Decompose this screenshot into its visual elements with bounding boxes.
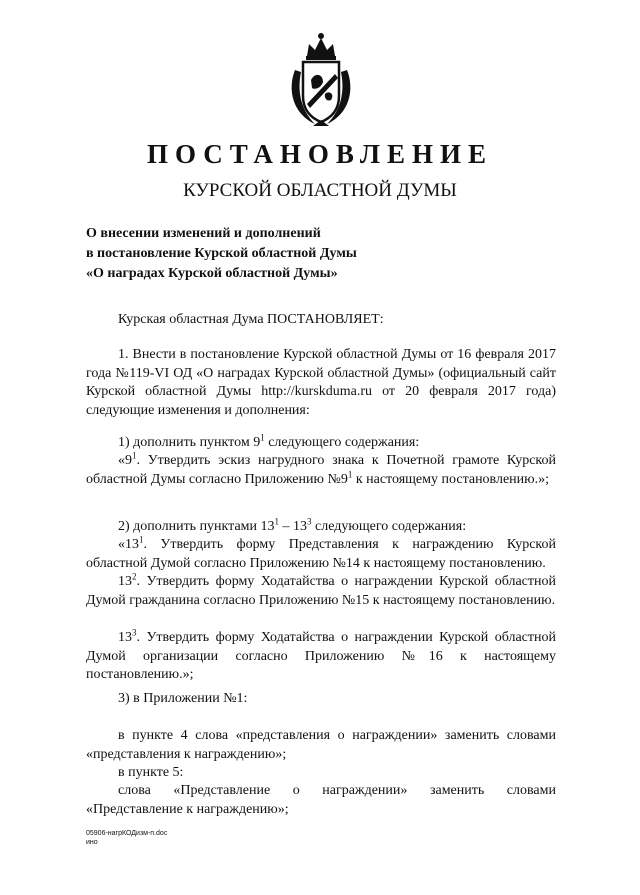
document-footer bbox=[86, 829, 167, 847]
subitem-1: 1) дополнить пунктом $9^1$ следующего содержания: bbox=[118, 432, 420, 450]
quote-13-3: $13^3$. Утвердить форму Ходатайства о награждении Курской областной Думой организации согласно Приложению №16 к настоящему постановлению.»; bbox=[86, 627, 556, 682]
footer-filename: 05906-нагрКОДизм-п.doc bbox=[86, 830, 168, 837]
footer-initials: ино bbox=[86, 839, 98, 846]
point-5: в пункте 5: bbox=[118, 765, 184, 780]
point-5-text: слова «Представление о награждении» заменить словами «Представление к награждению»; bbox=[86, 783, 556, 817]
quote-13-2: $13^2$. Утвердить форму Ходатайства о награждении Курской областной Думой гражданина согласно Приложению №15 к настоящему постановлению. bbox=[86, 571, 556, 608]
preamble: Курская областная Дума ПОСТАНОВЛЯЕТ: bbox=[118, 312, 384, 327]
kursk-coat-of-arms-icon bbox=[285, 30, 357, 130]
item-1: 1. Внести в постановление Курской областной Думы от 16 февраля 2017 года №119-VI ОД «О наградах Курской областной Думы» (официальный сайт Курской областной Думы http://kurskduma.ru от 20 февраля 2017 года) следующие изменения и дополнения: bbox=[86, 347, 556, 418]
document-subtitle: КУРСКОЙ ОБЛАСТНОЙ ДУМЫ bbox=[183, 180, 457, 201]
point-4: в пункте 4 слова «представления о награждении» заменить словами «представления к награждению»; bbox=[86, 728, 556, 762]
subitem-2: 2) дополнить пунктами $13^1 - 13^3$ следующего содержания: bbox=[118, 516, 467, 534]
subject-line: «О наградах Курской областной Думы» bbox=[86, 266, 338, 281]
document-subject bbox=[86, 224, 546, 284]
quote-9-1: «$9^1$. Утвердить эскиз нагрудного знака к Почетной грамоте Курской областной Думы согласно Приложению $№9^1$ к настоящему постановлению.»; bbox=[86, 450, 556, 487]
subject-line: О внесении изменений и дополнений bbox=[86, 226, 321, 241]
quote-13-1: «$13^1$. Утвердить форму Представления к награждению Курской областной Думой согласно Приложению №14 к настоящему постановлению. bbox=[86, 534, 556, 571]
document-title: ПОСТАНОВЛЕНИЕ bbox=[146, 139, 494, 169]
subitem-3: 3) в Приложении №1: bbox=[118, 691, 248, 706]
subject-line: в постановление Курской областной Думы bbox=[86, 246, 357, 261]
